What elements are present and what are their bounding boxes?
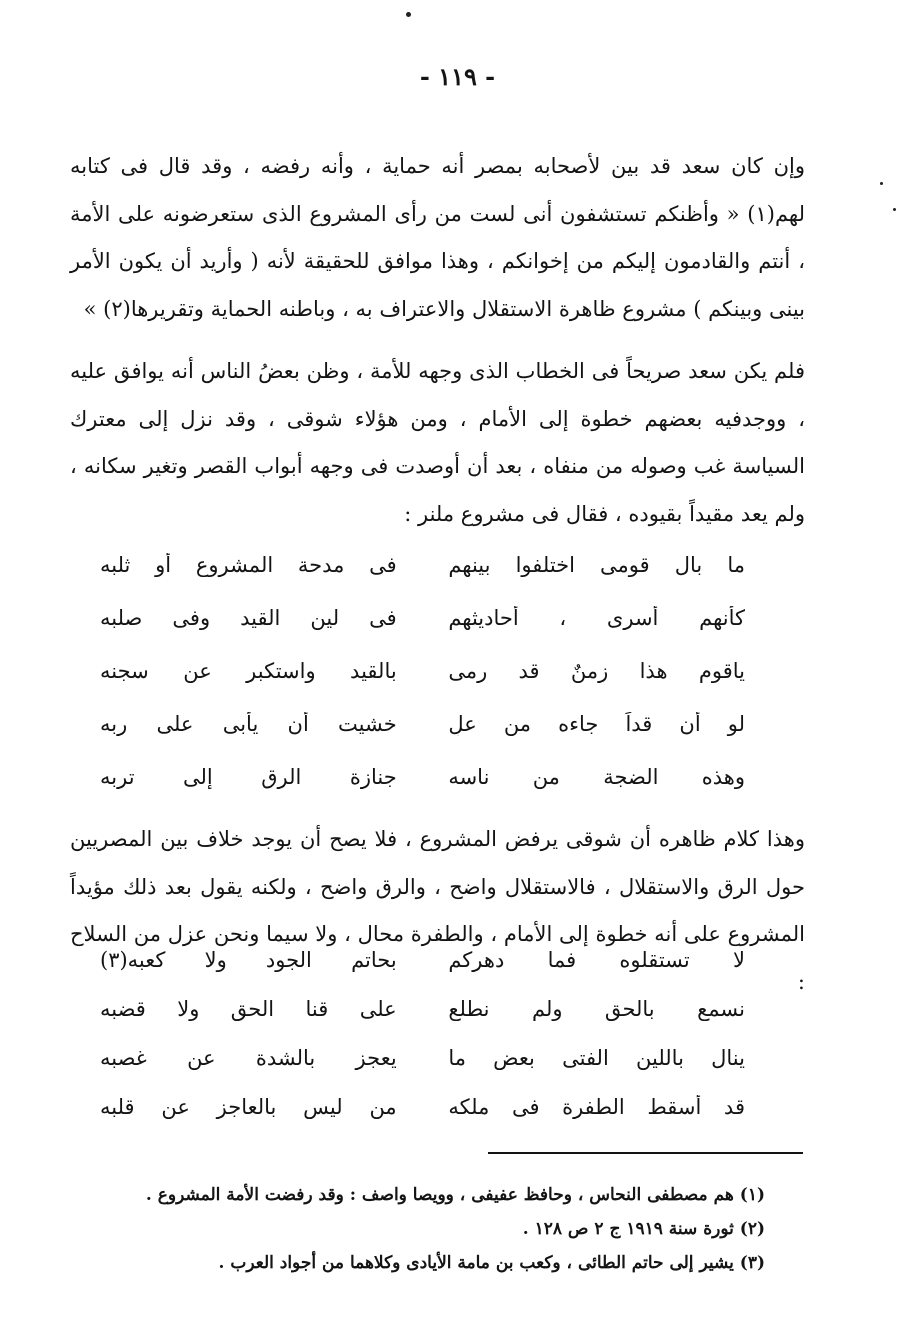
poem-shawqi-milner bbox=[100, 538, 745, 803]
verse-line bbox=[100, 1033, 745, 1082]
verse-first-hemistich: نسمع بالحق ولم نطلع bbox=[448, 996, 745, 1021]
ink-speck bbox=[893, 208, 896, 211]
verse-second-hemistich: بالقيد واستكبر عن سجنه bbox=[100, 658, 397, 683]
footnote-2: (٢) ثورة سنة ١٩١٩ ج ٢ ص ١٢٨ . bbox=[522, 1219, 765, 1239]
verse-first-hemistich: قد أسقط الطفرة فى ملكه bbox=[448, 1094, 745, 1119]
verse-second-hemistich: يعجز بالشدة عن غصبه bbox=[100, 1045, 397, 1070]
verse-first-hemistich: ياقوم هذا زمنٌ قد رمى bbox=[448, 658, 745, 683]
verse-line bbox=[100, 935, 745, 984]
footnotes bbox=[110, 1178, 765, 1280]
verse-second-hemistich: فى مدحة المشروع أو ثلبه bbox=[100, 552, 397, 577]
verse-second-hemistich: جنازة الرق إلى تربه bbox=[100, 764, 397, 789]
verse-first-hemistich: ينال باللين الفتى بعض ما bbox=[448, 1045, 745, 1070]
verse-line bbox=[100, 750, 745, 803]
paragraph-2: فلم يكن سعد صريحاً فى الخطاب الذى وجهه للأمة ، وظن بعضُ الناس أنه يوافق عليه ، ووجدفيه بعضهم خطوة إلى الأمام ، ومن هؤلاء شوقى ، وقد نزل إلى معترك السياسة غب وصوله من منفاه ، بعد أن أوصدت فى وجهه أبواب القصر وتغير سكانه ، ولم يعد مقيداً بقيوده ، فقال فى مشروع ملنر : bbox=[70, 359, 805, 526]
verse-second-hemistich: خشيت أن يأبى على ربه bbox=[100, 711, 397, 736]
verse-first-hemistich: كأنهم أسرى ، أحاديثهم bbox=[448, 605, 745, 630]
verse-first-hemistich: لو أن قداً جاءه من علٍ bbox=[448, 711, 745, 736]
paragraph-1: وإن كان سعد قد بين لأصحابه بمصر أنه حماية ، وأنه رفضه ، وقد قال فى كتابه لهم(١) « وأظنكم تستشفون أنى لست من رأى المشروع الذى ستعرضونه على الأمة ، أنتم والقادمون إليكم من إخوانكم ، وهذا موافق للحقيقة لأنه ( وأريد أن يكون الأمر بينى وبينكم ) مشروع ظاهرة الاستقلال والاعتراف به ، وباطنه الحماية وتقريرها(٢) » bbox=[70, 154, 805, 321]
poem-shawqi-support bbox=[100, 935, 745, 1131]
verse-second-hemistich: بحاتم الجود ولا كعبه(٣) bbox=[100, 947, 397, 972]
verse-first-hemistich: ما بال قومى اختلفوا بينهم bbox=[448, 552, 745, 577]
verse-line bbox=[100, 538, 745, 591]
verse-line bbox=[100, 1082, 745, 1131]
verse-first-hemistich: وهذه الضجة من ناسه bbox=[448, 764, 745, 789]
ink-speck bbox=[406, 12, 411, 17]
verse-line bbox=[100, 984, 745, 1033]
page-number: - ١١٩ - bbox=[419, 62, 496, 91]
verse-first-hemistich: لا تستقلوه فما دهركم bbox=[448, 947, 745, 972]
verse-line bbox=[100, 697, 745, 750]
verse-line bbox=[100, 644, 745, 697]
verse-second-hemistich: على قنا الحق ولا قضبه bbox=[100, 996, 397, 1021]
verse-line bbox=[100, 591, 745, 644]
footnote-separator bbox=[488, 1152, 803, 1154]
ink-speck bbox=[880, 182, 883, 185]
footnote-1: (١) هم مصطفى النحاس ، وحافظ عفيفى ، وويصا واصف : وقد رفضت الأمة المشروع . bbox=[145, 1185, 765, 1205]
footnote-3: (٣) يشير إلى حاتم الطائى ، وكعب بن مامة الأيادى وكلاهما من أجواد العرب . bbox=[218, 1253, 765, 1273]
verse-second-hemistich: فى لين القيد وفى صلبه bbox=[100, 605, 397, 630]
verse-second-hemistich: من ليس بالعاجز عن قلبه bbox=[100, 1094, 397, 1119]
paragraph-3: وهذا كلام ظاهره أن شوقى يرفض المشروع ، فلا يصح أن يوجد خلاف بين المصريين حول الرق والاستقلال ، فالاستقلال واضح ، والرق واضح ، ولكنه يقول بعد ذلك مؤيداً المشروع على أنه خطوة إلى الأمام ، والطفرة محال ، ولا سيما ونحن عزل من السلاح : bbox=[70, 827, 805, 994]
